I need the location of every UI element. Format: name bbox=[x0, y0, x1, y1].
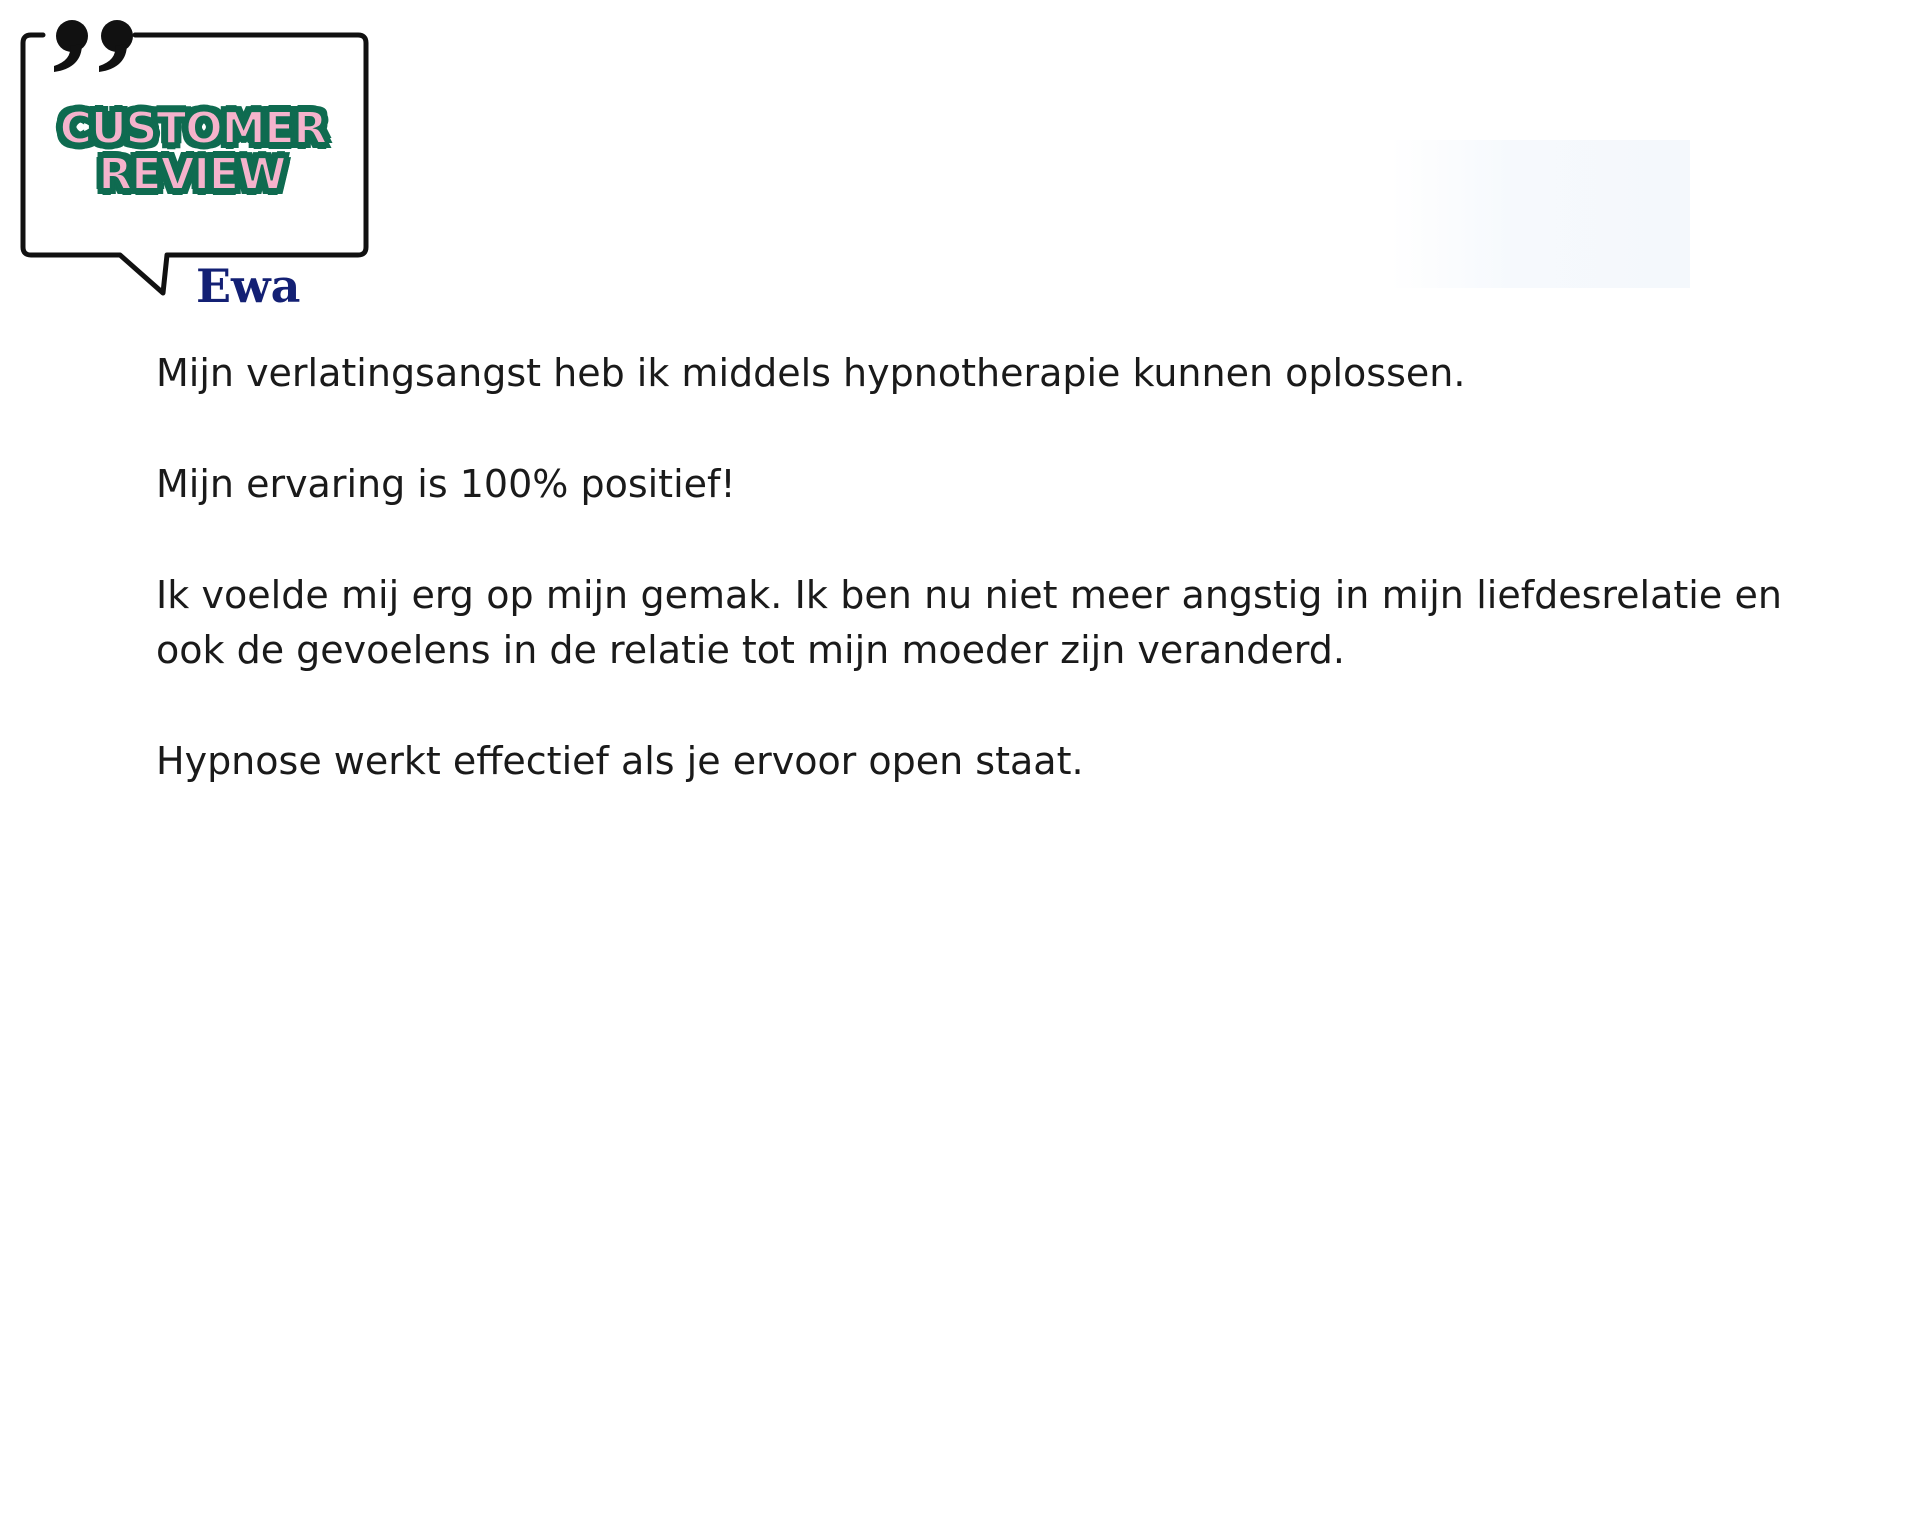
background-glow bbox=[1390, 140, 1690, 288]
quote-icon bbox=[54, 20, 133, 72]
review-text bbox=[156, 346, 1782, 845]
review-paragraph: Ik voelde mij erg op mijn gemak. Ik ben nu niet meer angstig in mijn liefdesrelatie en ook de gevoelens in de relatie tot mijn moeder zijn veranderd. bbox=[156, 573, 1782, 672]
speech-bubble-icon bbox=[20, 10, 372, 300]
review-paragraph: Mijn verlatingsangst heb ik middels hypnotherapie kunnen oplossen. bbox=[156, 351, 1466, 395]
reviewer-name: Ewa bbox=[196, 259, 301, 313]
review-paragraph: Hypnose werkt effectief als je ervoor open staat. bbox=[156, 739, 1084, 783]
badge-label-line2: REVIEW bbox=[98, 149, 286, 200]
customer-review-badge bbox=[20, 10, 372, 300]
review-paragraph: Mijn ervaring is 100% positief! bbox=[156, 462, 736, 506]
badge-label-line1: CUSTOMER bbox=[59, 103, 327, 154]
